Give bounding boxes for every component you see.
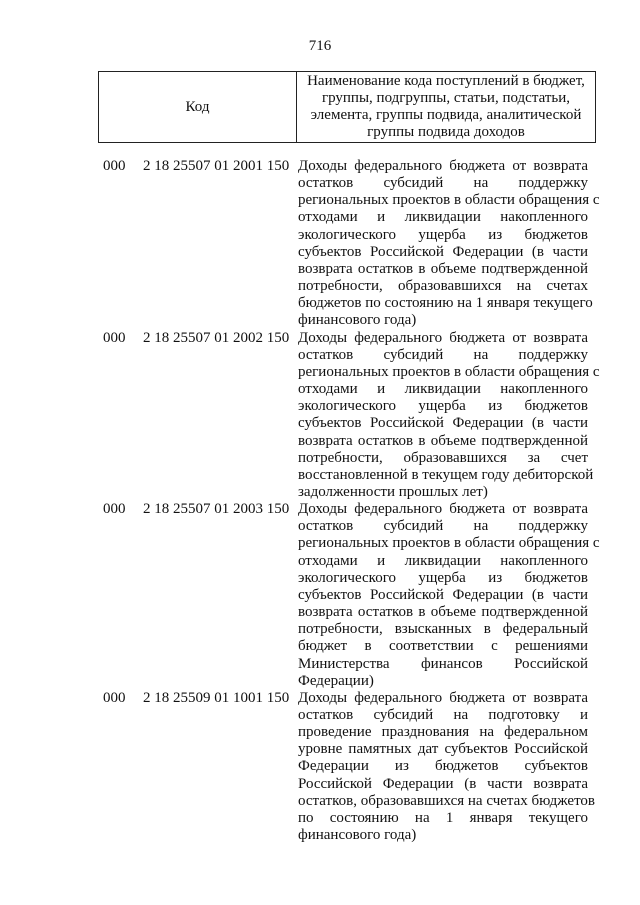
table-row [0, 330, 640, 502]
revenue-code: 2 18 25509 01 1001 150 [143, 689, 290, 706]
page-number: 716 [308, 38, 332, 54]
revenue-description [298, 501, 600, 690]
description-line: экологического ущерба из бюджетов [298, 226, 588, 243]
description-line: Доходы федерального бюджета от возврата [298, 329, 588, 346]
admin-code: 000 [103, 158, 126, 174]
description-line: отходами и ликвидации накопленного [298, 209, 588, 226]
description-line: остатков субсидий на поддержку [298, 175, 588, 192]
header-code-cell [99, 72, 297, 142]
description-line: возврата остатков в объеме подтвержденной [298, 432, 588, 449]
revenue-description [298, 689, 596, 844]
description-line: региональных проектов в области обращения с [298, 192, 600, 209]
description-line: региональных проектов в области обращения с [298, 363, 600, 380]
header-code-label: Код [185, 98, 210, 115]
description-line: потребности, образовавшихся за счет [298, 449, 588, 466]
description-line: региональных проектов в области обращения с [298, 535, 600, 552]
description-line: Российской Федерации (в части возврата [298, 775, 588, 792]
description-line: проведение празднования на федеральном [298, 724, 588, 741]
description-line: восстановленной в текущем году дебиторской [298, 466, 594, 483]
description-line: Доходы федерального бюджета от возврата [298, 158, 588, 174]
admin-code: 000 [103, 329, 126, 346]
description-line: остатков субсидий на поддержку [298, 518, 588, 535]
description-line: Федерации из бюджетов субъектов [298, 758, 588, 775]
revenue-code: 2 18 25507 01 2002 150 [143, 329, 290, 346]
header-name-line: элемента, группы подвида, аналитической [310, 107, 582, 123]
revenue-code: 2 18 25507 01 2003 150 [143, 501, 290, 518]
description-line: остатков субсидий на поддержку [298, 346, 588, 363]
table-header [98, 71, 596, 143]
header-name-cell [297, 72, 595, 142]
description-line: экологического ущерба из бюджетов [298, 398, 588, 415]
description-line: возврата остатков в объеме подтвержденной [298, 260, 588, 277]
header-name-line: группы, подгруппы, статьи, подстатьи, [321, 90, 571, 106]
description-line: отходами и ликвидации накопленного [298, 552, 588, 569]
description-line: отходами и ликвидации накопленного [298, 381, 588, 398]
revenue-description [298, 158, 600, 330]
description-line: бюджет в соответствии с решениями [298, 638, 588, 655]
description-line: финансового года) [298, 312, 417, 329]
table-row [0, 158, 640, 330]
description-line: потребности, взысканных в федеральный [298, 621, 588, 638]
description-line: субъектов Российской Федерации (в части [298, 586, 588, 603]
description-line: Доходы федерального бюджета от возврата [298, 689, 588, 706]
description-line: остатков, образовавшихся на счетах бюджетов [298, 792, 596, 809]
description-line: остатков субсидий на подготовку и [298, 707, 588, 723]
table-body [0, 158, 640, 844]
description-line: по состоянию на 1 января текущего [298, 809, 588, 826]
revenue-description [298, 329, 600, 502]
description-line: Доходы федерального бюджета от возврата [298, 501, 588, 518]
table-row [0, 501, 640, 690]
admin-code: 000 [103, 501, 126, 518]
description-line: субъектов Российской Федерации (в части [298, 243, 588, 260]
description-line: субъектов Российской Федерации (в части [298, 415, 588, 432]
revenue-code: 2 18 25507 01 2001 150 [143, 158, 290, 174]
description-line: финансового года) [298, 827, 417, 844]
description-line: возврата остатков в объеме подтвержденной [298, 604, 588, 621]
description-line: Министерства финансов Российской [298, 655, 588, 672]
description-line: экологического ущерба из бюджетов [298, 569, 588, 586]
table-row [0, 690, 640, 844]
admin-code: 000 [103, 689, 126, 706]
description-line: уровне памятных дат субъектов Российской [298, 741, 588, 758]
header-name-line: группы подвида доходов [367, 124, 525, 140]
description-line: потребности, образовавшихся на счетах [298, 278, 588, 295]
header-name-line: Наименование кода поступлений в бюджет, [307, 73, 585, 89]
description-line: бюджетов по состоянию на 1 января текущего [298, 295, 593, 312]
description-line: задолженности прошлых лет) [298, 483, 488, 500]
description-line: Федерации) [298, 672, 374, 689]
